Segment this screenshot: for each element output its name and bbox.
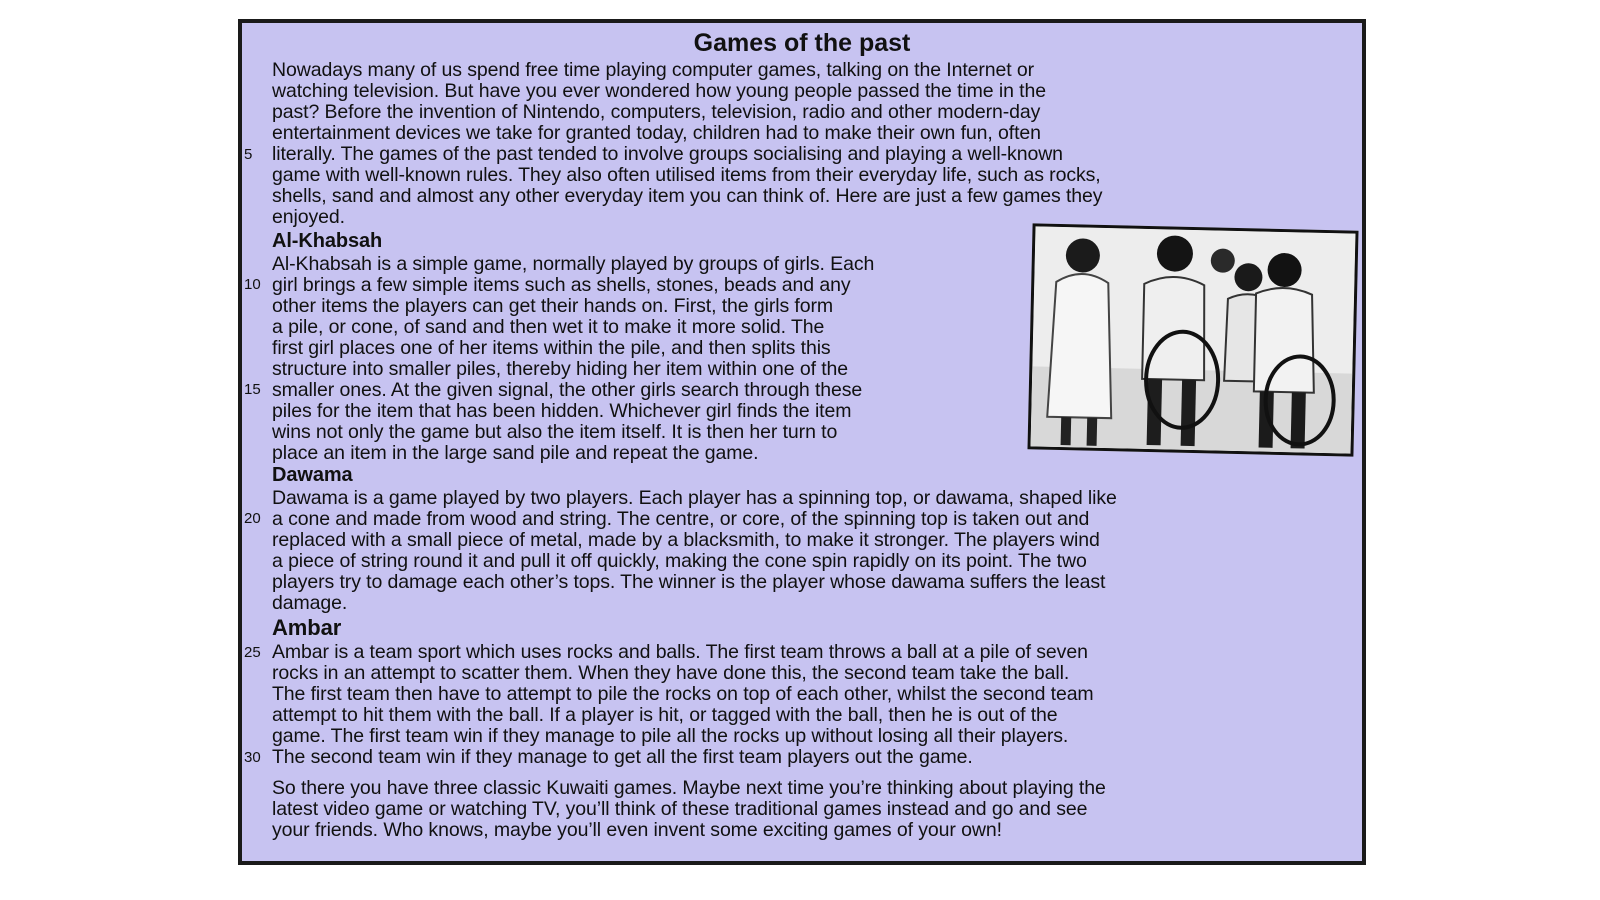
- article-sheet: [238, 19, 1366, 865]
- section-line: girl brings a few simple items such as shells, stones, beads and any: [272, 274, 851, 296]
- section-line: other items the players can get their hands on. First, the girls form: [272, 295, 834, 317]
- line-number: 30: [244, 749, 261, 766]
- article-title: Games of the past: [693, 29, 911, 57]
- section-heading-ambar: Ambar: [272, 615, 342, 640]
- section-line: rocks in an attempt to scatter them. When they have done this, the second team take the ball.: [272, 662, 1070, 684]
- children-playing-photo: [1027, 223, 1358, 456]
- intro-line: Nowadays many of us spend free time playing computer games, talking on the Internet or: [272, 59, 1035, 81]
- intro-line: past? Before the invention of Nintendo, computers, television, radio and other modern-day: [272, 101, 1041, 123]
- conclusion-line: latest video game or watching TV, you’ll think of these traditional games instead and go and see: [272, 798, 1088, 820]
- conclusion-line: So there you have three classic Kuwaiti games. Maybe next time you’re thinking about playing the: [272, 777, 1106, 799]
- section-line: first girl places one of her items within the pile, and then splits this: [272, 337, 831, 359]
- children-photo-illustration: [1031, 226, 1356, 453]
- section-line: a cone and made from wood and string. The centre, or core, of the spinning top is taken out and: [272, 508, 1090, 530]
- section-line: The second team win if they manage to get all the first team players out the game.: [272, 746, 973, 768]
- intro-line: game with well-known rules. They also often utilised items from their everyday life, such as rocks,: [272, 164, 1101, 186]
- section-line: attempt to hit them with the ball. If a player is hit, or tagged with the ball, then he is out of the: [272, 704, 1058, 726]
- section-line: a pile, or cone, of sand and then wet it to make it more solid. The: [272, 316, 825, 338]
- section-line: damage.: [272, 592, 348, 614]
- intro-line: literally. The games of the past tended to involve groups socialising and playing a well-known: [272, 143, 1063, 165]
- line-number: 20: [244, 510, 261, 527]
- line-number: 5: [244, 146, 253, 163]
- line-number: 25: [244, 644, 261, 661]
- section-line: game. The first team win if they manage to pile all the rocks up without losing all their players.: [272, 725, 1069, 747]
- section-line: place an item in the large sand pile and repeat the game.: [272, 442, 759, 464]
- section-heading-dawama: Dawama: [272, 464, 353, 486]
- section-line: replaced with a small piece of metal, made by a blacksmith, to make it stronger. The players wind: [272, 529, 1100, 551]
- section-heading-al-khabsah: Al-Khabsah: [272, 230, 383, 252]
- intro-line: enjoyed.: [272, 206, 345, 228]
- section-line: piles for the item that has been hidden. Whichever girl finds the item: [272, 400, 852, 422]
- section-line: players try to damage each other’s tops. The winner is the player whose dawama suffers the least: [272, 571, 1106, 593]
- section-line: Al-Khabsah is a simple game, normally played by groups of girls. Each: [272, 253, 875, 275]
- intro-line: watching television. But have you ever wondered how young people passed the time in the: [272, 80, 1046, 102]
- section-line: structure into smaller piles, thereby hiding her item within one of the: [272, 358, 849, 380]
- section-line: smaller ones. At the given signal, the other girls search through these: [272, 379, 863, 401]
- section-line: a piece of string round it and pull it off quickly, making the cone spin rapidly on its point. The two: [272, 550, 1087, 572]
- intro-line: entertainment devices we take for granted today, children had to make their own fun, often: [272, 122, 1041, 144]
- line-number: 15: [244, 381, 261, 398]
- section-line: Ambar is a team sport which uses rocks and balls. The first team throws a ball at a pile of seven: [272, 641, 1088, 663]
- section-line: Dawama is a game played by two players. Each player has a spinning top, or dawama, shaped like: [272, 487, 1117, 509]
- intro-line: shells, sand and almost any other everyday item you can think of. Here are just a few games they: [272, 185, 1103, 207]
- section-line: The first team then have to attempt to pile the rocks on top of each other, whilst the second team: [272, 683, 1094, 705]
- conclusion-line: your friends. Who knows, maybe you’ll even invent some exciting games of your own!: [272, 819, 1002, 841]
- line-number: 10: [244, 276, 261, 293]
- section-line: wins not only the game but also the item itself. It is then her turn to: [272, 421, 838, 443]
